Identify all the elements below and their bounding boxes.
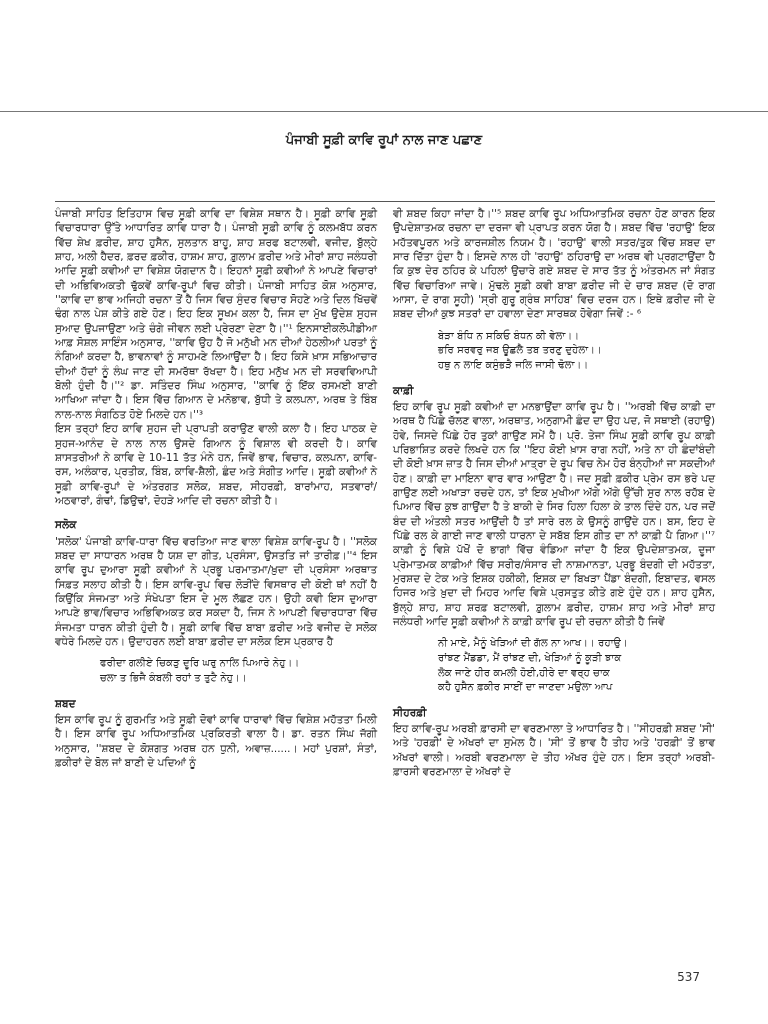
verse-line: ਨੀ ਮਾਏ, ਮੈਨੂੰ ਖੇੜਿਆਂ ਦੀ ਗੱਲ ਨਾ ਆਖ।। ਰਹਾਉ।	[438, 638, 628, 650]
section-heading-kafi: ਕਾਫ਼ੀ	[393, 384, 414, 397]
verse-line: ਕਹੈ ਹੁਸੈਨ ਫ਼ਕੀਰ ਸਾਈਂ ਦਾ ਜਾਣਦਾ ਮਉਲਾ ਆਪ	[438, 682, 613, 694]
top-rule	[0, 111, 768, 112]
verse-line: ਫਰੀਦਾ ਗਲੀਏ ਚਿਕੜੁ ਦੂਰਿ ਘਰੁ ਨਾਲਿ ਪਿਆਰੇ ਨੇਹੁ।।	[100, 658, 300, 670]
kafi-paragraph: ਇਹ ਕਾਵਿ ਰੂਪ ਸੂਫ਼ੀ ਕਵੀਆਂ ਦਾ ਮਨਭਾਉਂਦਾ ਕਾਵਿ ਰੂਪ ਹੈ। ''ਅਰਬੀ ਵਿੱਚ ਕਾਫ਼ੀ ਦਾ ਅਰਥ ਹੈ ਪਿੱਛੇ ਚੱਲਣ ਵਾਲਾ, ਅਰਥਾਤ, ਅਨੁਗਾਮੀ ਛੰਦ ਦਾ ਉਹ ਪਦ, ਜੋ ਸਥਾਈ (ਰਹਾਉ) ਹੋਵੇ, ਜਿਸਦੇ ਪਿੱਛੇ ਹੋਰ ਤੁਕਾਂ ਗਾਉਣ ਸਮੇਂ ਹੈ। ਪ੍ਰੋ. ਤੇਜਾ ਸਿੰਘ ਸੂਫ਼ੀ ਕਾਵਿ ਰੂਪ ਕਾਫ਼ੀ ਪਰਿਭਾਸ਼ਿਤ ਕਰਦੇ ਲਿਖਦੇ ਹਨ ਕਿ ''ਇਹ ਕੋਈ ਖ਼ਾਸ ਰਾਗ ਨਹੀਂ, ਅਤੇ ਨਾ ਹੀ ਛੰਦਾਂਬੰਦੀ ਦੀ ਕੋਈ ਖ਼ਾਸ ਜ਼ਾਤ ਹੈ ਜਿਸ ਦੀਆਂ ਮਾਤ੍ਰਾ ਦੇ ਰੂਪ ਵਿਚ ਨੇਮ ਹੋਰ ਬੰਨ੍ਹੀਆਂ ਜਾ ਸਕਦੀਆਂ ਹੋਣ। ਕਾਫ਼ੀ ਦਾ ਮਾਇਨਾ ਵਾਰ ਵਾਰ ਆਉਣਾ ਹੈ। ਜਦ ਸੂਫ਼ੀ ਫ਼ਕੀਰ ਪ੍ਰੇਮ ਰਸ ਭਰੇ ਪਦ ਗਾਉਣ ਲਈ ਅਖਾੜਾ ਰਚਦੇ ਹਨ, ਤਾਂ ਇਕ ਮੁਖੀਆ ਅੱਗੇ ਅੱਗੇ ਉੱਚੀ ਸੁਰ ਨਾਲ ਰਹੱਬ ਦੇ ਪਿਆਰ ਵਿੱਚ ਕੁਝ ਗਾਉਂਦਾ ਹੈ ਤੇ ਬਾਕੀ ਦੇ ਸਿਰ ਹਿਲਾ ਹਿਲਾ ਕੇ ਤਾਲ ਦਿੰਦੇ ਹਨ, ਪਰ ਜਦੋਂ ਬੰਦ ਦੀ ਅੰਤਲੀ ਸਤਰ ਆਉਂਦੀ ਹੈ ਤਾਂ ਸਾਰੇ ਰਲ ਕੇ ਉਸਨੂੰ ਗਾਉਂਦੇ ਹਨ। ਬਸ, ਇਹ ਦੇ ਪਿੱਛੇ ਰਲ ਕੇ ਗਾਈ ਜਾਣ ਵਾਲੀ ਧਾਰਨਾ ਦੇ ਸਬੱਬ ਇਸ ਗੀਤ ਦਾ ਨਾਂ ਕਾਫ਼ੀ ਪੈ ਗਿਆ।''⁷ ਕਾਫ਼ੀ ਨੂੰ ਵਿਸ਼ੇ ਪੱਖੋਂ ਦੋ ਭਾਗਾਂ ਵਿੱਚ ਵੰਡਿਆ ਜਾਂਦਾ ਹੈ ਇਕ ਉਪਦੇਸ਼ਾਤਮਕ, ਦੂਜਾ ਪ੍ਰੇਮਾਤਮਕ ਕਾਫ਼ੀਆਂ ਵਿੱਚ ਸਰੀਰ/ਸੰਸਾਰ ਦੀ ਨਾਸ਼ਮਾਨਤਾ, ਪ੍ਰਭੂ ਬੰਦਗੀ ਦੀ ਮਹੱਤਤਾ, ਮੁਰਸ਼ਦ ਦੇ ਟੇਕ ਅਤੇ ਇਸ਼ਕ ਹਕੀਕੀ, ਇਸ਼ਕ ਦਾ ਬਿਖੜਾ ਪੈਂਡਾ ਬੰਦਗੀ, ਇਬਾਦਤ, ਵਸਲ ਹਿਜਰ ਅਤੇ ਖ਼ੁਦਾ ਦੀ ਮਿਹਰ ਆਦਿ ਵਿਸ਼ੇ ਪ੍ਰਸਤੁਤ ਕੀਤੇ ਗਏ ਹੁੰਦੇ ਹਨ। ਸ਼ਾਹ ਹੁਸੈਨ, ਬੁੱਲ੍ਹੇ ਸ਼ਾਹ, ਸ਼ਾਹ ਸ਼ਰਫ਼ ਬਟਾਲਵੀ, ਗ਼ੁਲਾਮ ਫ਼ਰੀਦ, ਹਾਸ਼ਮ ਸ਼ਾਹ ਅਤੇ ਮੀਰਾਂ ਸ਼ਾਹ ਜਲੰਧਰੀ ਆਦਿ ਸੂਫ਼ੀ ਕਵੀਆਂ ਨੇ ਕਾਫ਼ੀ ਕਾਵਿ ਰੂਪ ਦੀ ਰਚਨਾ ਕੀਤੀ ਹੈ ਜਿਵੇਂ	[393, 400, 715, 629]
verse-line: ਹਥੁ ਨ ਲਾਇ ਕਸੁੰਭੜੈ ਜਲਿ ਜਾਸੀ ਢੋਲਾ।।	[438, 359, 589, 371]
intro-paragraph-1: ਪੰਜਾਬੀ ਸਾਹਿਤ ਇਤਿਹਾਸ ਵਿਚ ਸੂਫ਼ੀ ਕਾਵਿ ਦਾ ਵਿਸ਼ੇਸ਼ ਸਥਾਨ ਹੈ। ਸੂਫ਼ੀ ਕਾਵਿ ਸੂਫ਼ੀ ਵਿਚਾਰਧਾਰਾ ਉੱਤੇ ਆਧਾਰਿਤ ਕਾਵਿ ਧਾਰਾ ਹੈ। ਪੰਜਾਬੀ ਸੂਫ਼ੀ ਕਾਵਿ ਨੂੰ ਕਲਮਬੱਧ ਕਰਨ ਵਿੱਚ ਸ਼ੇਖ ਫ਼ਰੀਦ, ਸ਼ਾਹ ਹੁਸੈਨ, ਸੁਲਤਾਨ ਬਾਹੂ, ਸ਼ਾਹ ਸ਼ਰਫ ਬਟਾਲਵੀ, ਵਜੀਦ, ਬੁੱਲ੍ਹੇ ਸ਼ਾਹ, ਅਲੀ ਹੈਦਰ, ਫ਼ਰਦ ਫ਼ਕੀਰ, ਹਾਸ਼ਮ ਸ਼ਾਹ, ਗ਼ੁਲਾਮ ਫ਼ਰੀਦ ਅਤੇ ਮੀਰਾਂ ਸ਼ਾਹ ਜਲੰਧਰੀ ਆਦਿ ਸੂਫ਼ੀ ਕਵੀਆਂ ਦਾ ਵਿਸ਼ੇਸ਼ ਯੋਗਦਾਨ ਹੈ। ਇਹਨਾਂ ਸੂਫ਼ੀ ਕਵੀਆਂ ਨੇ ਆਪਣੇ ਵਿਚਾਰਾਂ ਦੀ ਅਭਿਵਿਅਕਤੀ ਢੁੱਕਵੇਂ ਕਾਵਿ-ਰੂਪਾਂ ਵਿਚ ਕੀਤੀ। ਪੰਜਾਬੀ ਸਾਹਿਤ ਕੋਸ਼ ਅਨੁਸਾਰ, ''ਕਾਵਿ ਦਾ ਭਾਵ ਅਜਿਹੀ ਰਚਨਾ ਤੋਂ ਹੈ ਜਿਸ ਵਿਚ ਸੁੰਦਰ ਵਿਚਾਰ ਸੋਹਣੇ ਅਤੇ ਦਿਲ ਖਿੱਚਵੇਂ ਢੰਗ ਨਾਲ ਪੇਸ਼ ਕੀਤੇ ਗਏ ਹੋਣ। ਇਹ ਇਕ ਸੂਖਮ ਕਲਾ ਹੈ, ਜਿਸ ਦਾ ਮੁੱਖ ਉਦੇਸ਼ ਸੁਹਜ ਸੁਆਦ ਉਪਜਾਉਣਾ ਅਤੇ ਚੰਗੇ ਜੀਵਨ ਲਈ ਪ੍ਰੇਰਣਾ ਦੇਣਾ ਹੈ।''¹ ਇਨਸਾਈਕਲੋਪੀਡੀਆ ਆਫ਼ ਸੋਸ਼ਲ ਸਾਇੰਸ ਅਨੁਸਾਰ, ''ਕਾਵਿ ਉਹ ਹੈ ਜੋ ਮਨੁੱਖੀ ਮਨ ਦੀਆਂ ਹੇਠਲੀਆਂ ਪਰਤਾਂ ਨੂੰ ਨੰਗਿਆਂ ਕਰਦਾ ਹੈ, ਭਾਵਨਾਵਾਂ ਨੂੰ ਸਾਹਮਣੇ ਲਿਆਉਂਦਾ ਹੈ। ਇਹ ਕਿਸੇ ਖ਼ਾਸ ਸਭਿਆਚਾਰ ਦੀਆਂ ਹੱਦਾਂ ਨੂੰ ਲੰਘ ਜਾਣ ਦੀ ਸਮਰੱਥਾ ਰੱਖਦਾ ਹੈ। ਇਹ ਮਨੁੱਖ ਮਨ ਦੀ ਸਰਵਵਿਆਪੀ ਬੋਲੀ ਹੁੰਦੀ ਹੈ।''² ਡਾ. ਸਤਿੰਦਰ ਸਿੰਘ ਅਨੁਸਾਰ, ''ਕਾਵਿ ਨੂੰ ਇੱਕ ਰਸਮਈ ਬਾਣੀ ਆਖਿਆ ਜਾਂਦਾ ਹੈ। ਇਸ ਵਿੱਚ ਗਿਆਨ ਦੇ ਮਨੋਭਾਵ, ਬੁੱਧੀ ਤੇ ਕਲਪਨਾ, ਅਰਥ ਤੇ ਬਿੰਬ ਨਾਲ-ਨਾਲ ਸੰਗਠਿਤ ਹੋਏ ਮਿਲਦੇ ਹਨ।''³	[55, 208, 377, 421]
verse-block-farid-salok	[100, 657, 377, 686]
verse-line: ਚਲਾ ਤ ਭਿਜੈ ਕੰਬਲੀ ਰਹਾਂ ਤ ਤੁਟੈ ਨੇਹੁ।।	[100, 672, 247, 684]
title-underline-rule	[55, 201, 715, 202]
verse-line: ਭਰਿ ਸਰਵਰੁ ਜਬ ਊਛਲੈ ਤਬ ਤਰਣੁ ਦੁਹੇਲਾ।।	[438, 345, 602, 357]
article-title: ਪੰਜਾਬੀ ਸੂਫ਼ੀ ਕਾਵਿ ਰੂਪਾਂ ਨਾਲ ਜਾਣ ਪਛਾਣ	[285, 132, 483, 148]
right-column	[393, 207, 715, 779]
verse-block-hussain-kafi	[438, 637, 715, 695]
sihrafi-paragraph: ਇਹ ਕਾਵਿ-ਰੂਪ ਅਰਬੀ ਫ਼ਾਰਸੀ ਦਾ ਵਰਣਮਾਲਾ ਤੇ ਆਧਾਰਿਤ ਹੈ। ''ਸੀਹਰਫ਼ੀ ਸ਼ਬਦ 'ਸੀ' ਅਤੇ 'ਹਰਫ਼ੀ' ਦੇ ਅੱਖਰਾਂ ਦਾ ਸੁਮੇਲ ਹੈ। 'ਸੀ' ਤੋਂ ਭਾਵ ਹੈ ਤੀਹ ਅਤੇ 'ਹਰਫ਼ੀ' ਤੋਂ ਭਾਵ ਅੱਖਰਾਂ ਵਾਲੀ। ਅਰਬੀ ਵਰਣਮਾਲਾ ਦੇ ਤੀਹ ਅੱਖਰ ਹੁੰਦੇ ਹਨ। ਇਸ ਤਰ੍ਹਾਂ ਅਰਬੀ-ਫ਼ਾਰਸੀ ਵਰਣਮਾਲਾ ਦੇ ਅੱਖਰਾਂ ਦੇ	[393, 723, 715, 779]
section-heading-shabad: ਸ਼ਬਦ	[55, 697, 76, 710]
section-heading-sihrafi: ਸੀਹਰਫ਼ੀ	[393, 706, 427, 719]
salok-paragraph: 'ਸਲੋਕ' ਪੰਜਾਬੀ ਕਾਵਿ-ਧਾਰਾ ਵਿੱਚ ਵਰਤਿਆ ਜਾਣ ਵਾਲਾ ਵਿਸ਼ੇਸ਼ ਕਾਵਿ-ਰੂਪ ਹੈ। ''ਸਲੋਕ ਸ਼ਬਦ ਦਾ ਸਾਧਾਰਨ ਅਰਥ ਹੈ ਯਸ਼ ਦਾ ਗੀਤ, ਪ੍ਰਸੰਸਾ, ਉਸਤਤਿ ਜਾਂ ਤਾਰੀਫ਼।''⁴ ਇਸ ਕਾਵਿ ਰੂਪ ਦੁਆਰਾ ਸੂਫ਼ੀ ਕਵੀਆਂ ਨੇ ਪ੍ਰਭੂ ਪਰਮਾਤਮਾ/ਖ਼ੁਦਾ ਦੀ ਪ੍ਰਸੰਸਾ ਅਰਥਾਤ ਸਿਫ਼ਤ ਸਲਾਹ ਕੀਤੀ ਹੈ। ਇਸ ਕਾਵਿ-ਰੂਪ ਵਿਚ ਲੋੜੀਂਦੇ ਵਿਸਥਾਰ ਦੀ ਕੋਈ ਥਾਂ ਨਹੀਂ ਹੈ ਕਿਉਂਕਿ ਸੰਜਮਤਾ ਅਤੇ ਸੰਖੇਪਤਾ ਇਸ ਦੇ ਮੂਲ ਲੱਛਣ ਹਨ। ਉਹੀ ਕਵੀ ਇਸ ਦੁਆਰਾ ਆਪਣੇ ਭਾਵ/ਵਿਚਾਰ ਅਭਿਵਿਅਕਤ ਕਰ ਸਕਦਾ ਹੈ, ਜਿਸ ਨੇ ਆਪਣੀ ਵਿਚਾਰਧਾਰਾ ਵਿੱਚ ਸੰਜਮਤਾ ਧਾਰਨ ਕੀਤੀ ਹੁੰਦੀ ਹੈ। ਸੂਫ਼ੀ ਕਾਵਿ ਵਿੱਚ ਬਾਬਾ ਫ਼ਰੀਦ ਅਤੇ ਵਜੀਦ ਦੇ ਸਲੋਕ ਵਧੇਰੇ ਮਿਲਦੇ ਹਨ। ਉਦਾਹਰਨ ਲਈ ਬਾਬਾ ਫ਼ਰੀਦ ਦਾ ਸਲੋਕ ਇਸ ਪ੍ਰਕਾਰ ਹੈ	[55, 535, 377, 648]
verse-line: ਰਾਂਝਣ ਮੈਂਡਡਾ, ਮੈਂ ਰਾਂਝਣ ਦੀ, ਖੇੜਿਆਂ ਨੂੰ ਕੂੜੀ ਝਾਕ	[438, 652, 622, 664]
section-heading-salok: ਸਲੋਕ	[55, 519, 77, 532]
shabad-paragraph-continued: ਵੀ ਸ਼ਬਦ ਕਿਹਾ ਜਾਂਦਾ ਹੈ।''⁵ ਸ਼ਬਦ ਕਾਵਿ ਰੂਪ ਅਧਿਆਤਮਿਕ ਰਚਨਾ ਹੋਣ ਕਾਰਨ ਇਕ ਉਪਦੇਸ਼ਾਤਮਕ ਰਚਨਾ ਦਾ ਦਰਜਾ ਵੀ ਪ੍ਰਾਪਤ ਕਰਨ ਯੋਗ ਹੈ। ਸ਼ਬਦ ਵਿੱਚ 'ਰਹਾਉ' ਇਕ ਮਹੱਤਵਪੂਰਨ ਅਤੇ ਕਾਰਜਸ਼ੀਲ ਨਿਯਮ ਹੈ। 'ਰਹਾਉ' ਵਾਲੀ ਸਤਰ/ਤੁਕ ਵਿੱਚ ਸ਼ਬਦ ਦਾ ਸਾਰ ਦਿੱਤਾ ਹੁੰਦਾ ਹੈ। ਇਸਦੇ ਨਾਲ ਹੀ 'ਰਹਾਉ' ਠਹਿਰਾਉ ਦਾ ਅਰਥ ਵੀ ਪ੍ਰਗਟਾਉਂਦਾ ਹੈ ਕਿ ਕੁਝ ਦੇਰ ਠਹਿਰ ਕੇ ਪਹਿਲਾਂ ਉਚਾਰੇ ਗਏ ਸ਼ਬਦ ਦੇ ਸਾਰ ਤੱਤ ਨੂੰ ਅੰਤਰਮਨ ਜਾਂ ਸੰਗਤ ਵਿੱਚ ਵਿਚਾਰਿਆ ਜਾਵੇ। ਮੁੱਢਲੇ ਸੂਫ਼ੀ ਕਵੀ ਬਾਬਾ ਫ਼ਰੀਦ ਜੀ ਦੇ ਚਾਰ ਸ਼ਬਦ (ਦੋ ਰਾਗ ਆਸਾ, ਦੋ ਰਾਗ ਸੂਹੀ) 'ਸ੍ਰੀ ਗੁਰੂ ਗ੍ਰੰਥ ਸਾਹਿਬ' ਵਿਚ ਦਰਜ ਹਨ। ਇਥੇ ਫ਼ਰੀਦ ਜੀ ਦੇ ਸ਼ਬਦ ਦੀਆਂ ਕੁਝ ਸਤਰਾਂ ਦਾ ਹਵਾਲਾ ਦੇਣਾ ਸਾਰਥਕ ਹੋਵੇਗਾ ਜਿਵੇਂ :- ⁶	[393, 208, 715, 321]
verse-line: ਬੇੜਾ ਬੰਧਿ ਨ ਸਕਿਓ ਬੰਧਨ ਕੀ ਵੇਲਾ।।	[438, 330, 580, 342]
verse-line: ਲੋਕ ਜਾਣੇ ਹੀਰ ਕਮਲੀ ਹੋਈ,ਹੀਰੇ ਦਾ ਵਰ੍ਹ ਚਾਕ	[438, 667, 610, 679]
intro-paragraph-2: ਇਸ ਤਰ੍ਹਾਂ ਇਹ ਕਾਵਿ ਸੁਹਜ ਦੀ ਪ੍ਰਾਪਤੀ ਕਰਾਉਣ ਵਾਲੀ ਕਲਾ ਹੈ। ਇਹ ਪਾਠਕ ਦੇ ਸੁਹਜ-ਆਨੰਦ ਦੇ ਨਾਲ ਨਾਲ ਉਸਦੇ ਗਿਆਨ ਨੂੰ ਵਿਸ਼ਾਲ ਵੀ ਕਰਦੀ ਹੈ। ਕਾਵਿ ਸ਼ਾਸਤਰੀਆਂ ਨੇ ਕਾਵਿ ਦੇ 10-11 ਤੱਤ ਮੰਨੇ ਹਨ, ਜਿਵੇਂ ਭਾਵ, ਵਿਚਾਰ, ਕਲਪਨਾ, ਕਾਵਿ-ਰਸ, ਅਲੰਕਾਰ, ਪ੍ਰਤੀਕ, ਬਿੰਬ, ਕਾਵਿ-ਸ਼ੈਲੀ, ਛੰਦ ਅਤੇ ਸੰਗੀਤ ਆਦਿ। ਸੂਫ਼ੀ ਕਵੀਆਂ ਨੇ ਸੂਫ਼ੀ ਕਾਵਿ-ਰੂਪਾਂ ਦੇ ਅੰਤਰਗਤ ਸਲੋਕ, ਸ਼ਬਦ, ਸੀਹਰਫ਼ੀ, ਬਾਰਾਂਮਾਹ, ਸਤਵਾਰਾਂ/ਅਠਵਾਰਾਂ, ਗੰਢਾਂ, ਡਿਉਢਾਂ, ਦੋਹੜੇ ਆਦਿ ਦੀ ਰਚਨਾ ਕੀਤੀ ਹੈ।	[55, 423, 377, 507]
page-number: 537	[677, 970, 700, 984]
left-column	[55, 207, 377, 770]
verse-block-farid-shabad	[438, 330, 715, 374]
shabad-paragraph: ਇਸ ਕਾਵਿ ਰੂਪ ਨੂੰ ਗੁਰਮਤਿ ਅਤੇ ਸੂਫ਼ੀ ਦੋਵਾਂ ਕਾਵਿ ਧਾਰਾਵਾਂ ਵਿੱਚ ਵਿਸ਼ੇਸ਼ ਮਹੱਤਤਾ ਮਿਲੀ ਹੈ। ਇਸ ਕਾਵਿ ਰੂਪ ਅਧਿਆਤਮਿਕ ਪ੍ਰਕਿਰਤੀ ਵਾਲਾ ਹੈ। ਡਾ. ਰਤਨ ਸਿੰਘ ਜੱਗੀ ਅਨੁਸਾਰ, ''ਸ਼ਬਦ ਦੇ ਕੋਸ਼ਗਤ ਅਰਥ ਹਨ ਧੁਨੀ, ਅਵਾਜ਼......। ਮਹਾਂ ਪੁਰਸ਼ਾਂ, ਸੰਤਾਂ, ਫ਼ਕੀਰਾਂ ਦੇ ਬੋਲ ਜਾਂ ਬਾਣੀ ਦੇ ਪਦਿਆਂ ਨੂੰ	[55, 713, 377, 769]
